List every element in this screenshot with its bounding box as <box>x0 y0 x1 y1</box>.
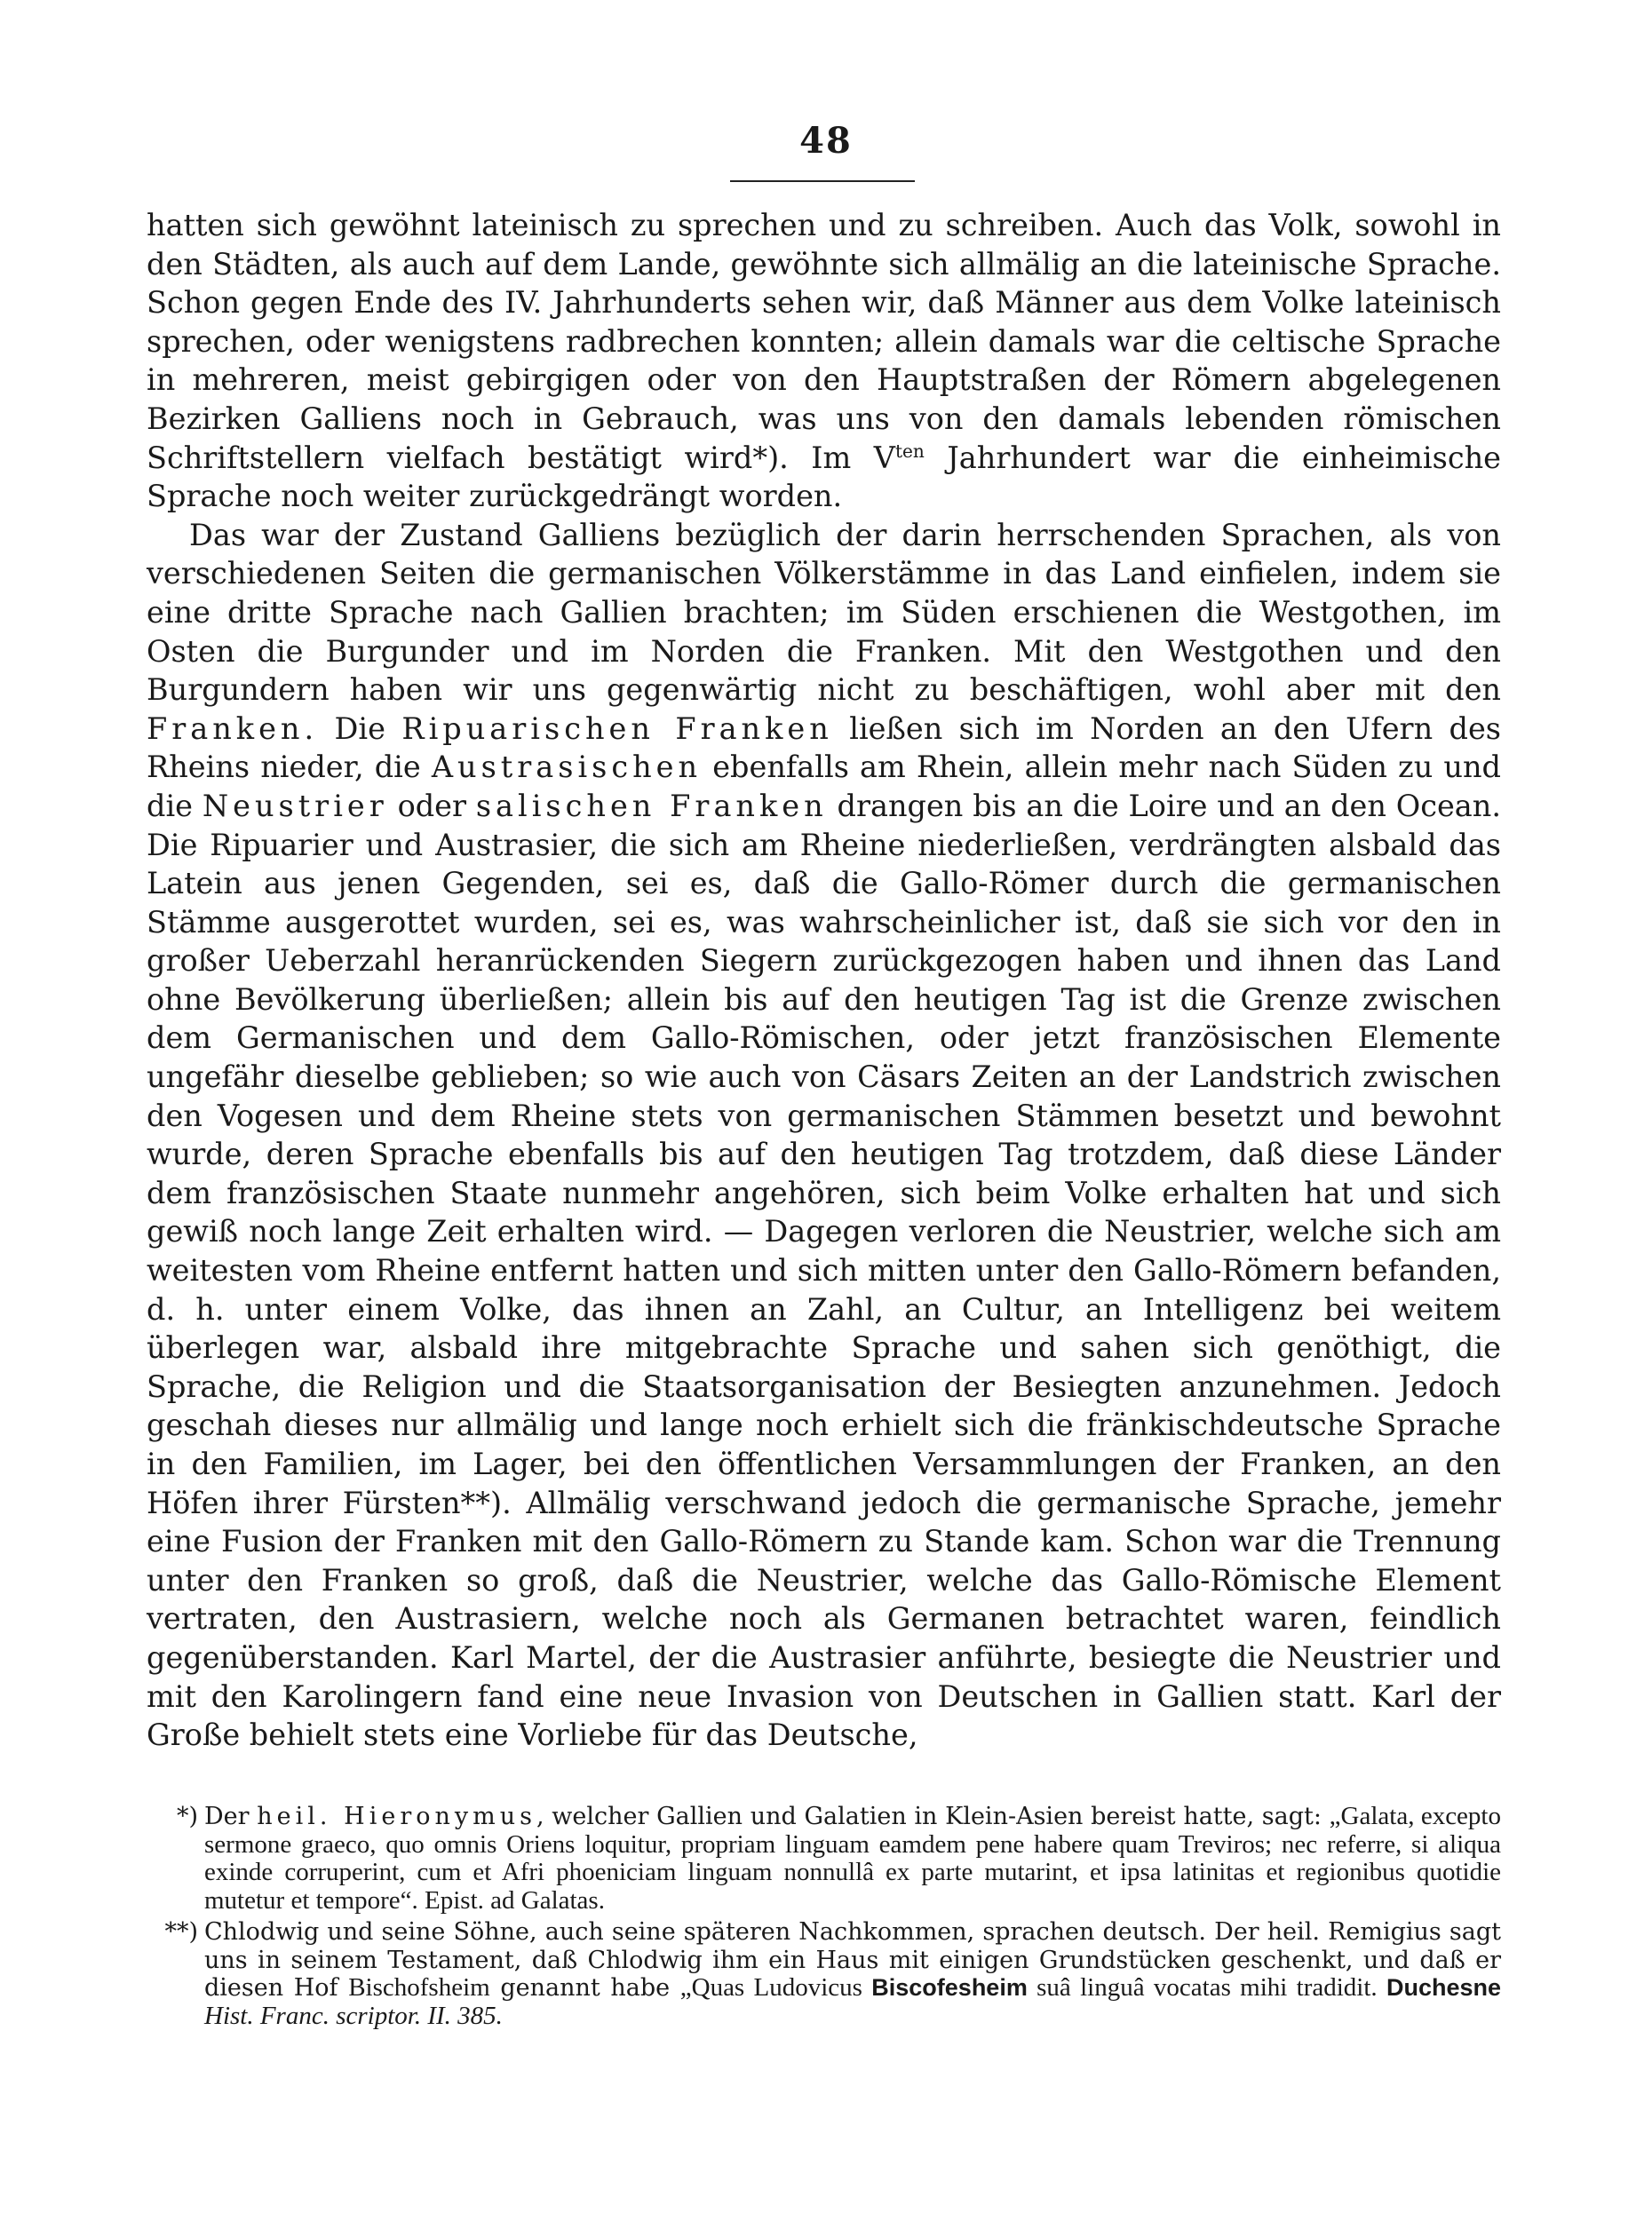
paragraph-2-text-f: drangen bis an die Loire und an den Ocean. Die Ripuarier und Austrasier, die sich am Rheine niederließen, verdrängten alsbald das Latein aus jenen Gegenden, sei es, daß die Gallo-Römer durch die germanischen Stämme ausgerottet wurden, sei es, was wahrscheinlicher ist, daß sie sich vor den in großer Ueberzahl heranrückenden Siegern zurückgezogen haben und ihnen das Land ohne Bevölkerung überließen; allein bis auf den heutigen Tag ist die Grenze zwischen dem Germanischen und dem Gallo-Römischen, oder jetzt französischen Elemente ungefähr dieselbe geblieben; so wie auch von Cäsars Zeiten an der Landstrich zwischen den Vogesen und dem Rheine stets von germanischen Stämmen besetzt und bewohnt wurde, deren Sprache ebenfalls bis auf den heutigen Tag trotzdem, daß diese Länder dem französischen Staate nunmehr angehören, sich beim Volke erhalten hat und sich gewiß noch lange Zeit erhalten wird. — Dagegen verloren die Neustrier, welche sich am weitesten vom Rheine entfernt hatten und sich mitten unter den Gallo-Römern befanden, d. h. unter einem Volke, das ihnen an Zahl, an Cultur, an Intelligenz bei weitem überlegen war, alsbald ihre mitgebrachte Sprache und sahen sich genöthigt, die Sprache, die Religion und die Staatsorganisation der Besiegten anzunehmen. Jedoch geschah dieses nur allmälig und lange noch erhielt sich die fränkischdeutsche Sprache in den Familien, im Lager, bei den öffentlichen Versammlungen der Franken, an den Höfen ihrer Fürsten**). Allmälig verschwand jedoch die germanische Sprache, jemehr eine Fusion der Franken mit den Gallo-Römern zu Stande kam. Schon war die Trennung unter den Franken so groß, daß die Neustrier, welche das Gallo-Römische Element vertraten, den Austrasiern, welche noch als Germanen betrachtet waren, feindlich gegenüberstanden. Karl Martel, der die Austrasier anführte, besiegte die Neustrier und mit den Karolingern fand eine neue Invasion von Deutschen in Gallien statt. Karl der Große behielt stets eine Vorliebe für das Deutsche, <box>147 788 1502 1753</box>
footnote-marker: *) <box>176 1803 198 1830</box>
paragraph-2-text-a: Das war der Zustand Galliens bezüglich der darin herrschenden Sprachen, als von verschiedenen Seiten die germanischen Völkerstämme in das Land einfielen, indem sie eine dritte Sprache nach Gallien brachten; im Süden erschienen die Westgothen, im Osten die Burgunder und im Norden die Franken. Mit den Westgothen und den Burgundern haben wir uns gegenwärtig nicht zu beschäftigen, wohl aber mit den <box>147 517 1501 708</box>
paragraph-2-text-b: Die <box>318 710 402 746</box>
footnote-2-bold-2: Duchesne <box>1386 1974 1502 2001</box>
paragraph-1 <box>147 206 1501 516</box>
superscript: ten <box>894 440 925 462</box>
emphasis-austrasischen: Austrasischen <box>431 750 703 785</box>
footnote-2-text-b: genannt habe <box>489 1974 680 2002</box>
footnotes <box>147 1803 1501 2034</box>
emphasis-salischen-franken: salischen Franken <box>475 788 828 823</box>
footnote-2-text-a: Chlodwig und seine Söhne, auch seine späteren Nachkommen, sprachen deutsch. Der heil. Remigius sagt uns in seinem Testament, daß Chlodwig ihm ein Haus mit einigen Grundstücken geschenkt, und daß er diesen Hof <box>204 1918 1501 2002</box>
paragraph-2 <box>147 516 1501 1755</box>
footnote-2-latin-2: „Quas Ludovicus <box>679 1973 872 2002</box>
footnote-marker: **) <box>164 1918 198 1946</box>
paragraph-1-end: Jahrhundert war die einheimische Sprache noch weiter zurückgedrängt worden. <box>147 440 1501 514</box>
footnote-1-emphasis: heil. Hieronymus <box>257 1803 536 1830</box>
main-text <box>147 206 1501 1755</box>
paragraph-2-text-c: ließen sich im Norden an den Ufern des Rheins nieder, die <box>147 710 1501 785</box>
footnote-2-latin-3: suâ linguâ vocatas mihi tradidit. <box>1027 1973 1386 2002</box>
paragraph-2-text-d: ebenfalls am Rhein, allein mehr nach Süden zu und die <box>147 750 1501 823</box>
footnote-1-text-b: , welcher Gallien und Galatien in Klein-Asien bereist hatte, sagt: <box>536 1803 1330 1830</box>
emphasis-ripuarischen-franken: Ripuarischen Franken <box>401 710 833 746</box>
header-rule <box>730 180 915 182</box>
footnote-2-latin-1: Bischofsheim <box>348 1973 490 2002</box>
footnote-1 <box>147 1803 1501 1915</box>
emphasis-neustrier: Neustrier <box>202 788 388 823</box>
paragraph-2-text-e: oder <box>387 788 476 823</box>
footnote-2-latin-4: II. 385. <box>421 2001 503 2030</box>
footnote-2-italic: Hist. Franc. scriptor. <box>204 2001 422 2030</box>
footnote-2-bold-1: Biscofesheim <box>871 1974 1028 2001</box>
emphasis-franken: Franken. <box>147 710 319 746</box>
footnote-1-text-a: Der <box>204 1803 258 1830</box>
footnote-2 <box>147 1918 1501 2030</box>
page-number: 48 <box>799 120 853 162</box>
footnote-1-latin-quote: „Galata, excepto sermone graeco, quo omnis Oriens loquitur, propriam linguam eamdem pene habere quam Treviros; nec referre, si aliqua exinde corruperint, cum et Afri phoeniciam linguam nonnullâ ex parte mutarint, et ipsa latinitas et regionibus quotidie mutetur et tempore“. Epist. ad Galatas. <box>204 1802 1501 1915</box>
paragraph-1-text: hatten sich gewöhnt lateinisch zu sprechen und zu schreiben. Auch das Volk, sowohl in den Städten, als auch auf dem Lande, gewöhnte sich allmälig an die lateinische Sprache. Schon gegen Ende des IV. Jahrhunderts sehen wir, daß Männer aus dem Volke lateinisch sprechen, oder wenigstens radbrechen konnten; allein damals war die celtische Sprache in mehreren, meist gebirgigen oder von den Hauptstraßen der Römern abgelegenen Bezirken Galliens noch in Gebrauch, was uns von den damals lebenden römischen Schriftstellern vielfach bestätigt wird*). Im V <box>147 208 1501 475</box>
